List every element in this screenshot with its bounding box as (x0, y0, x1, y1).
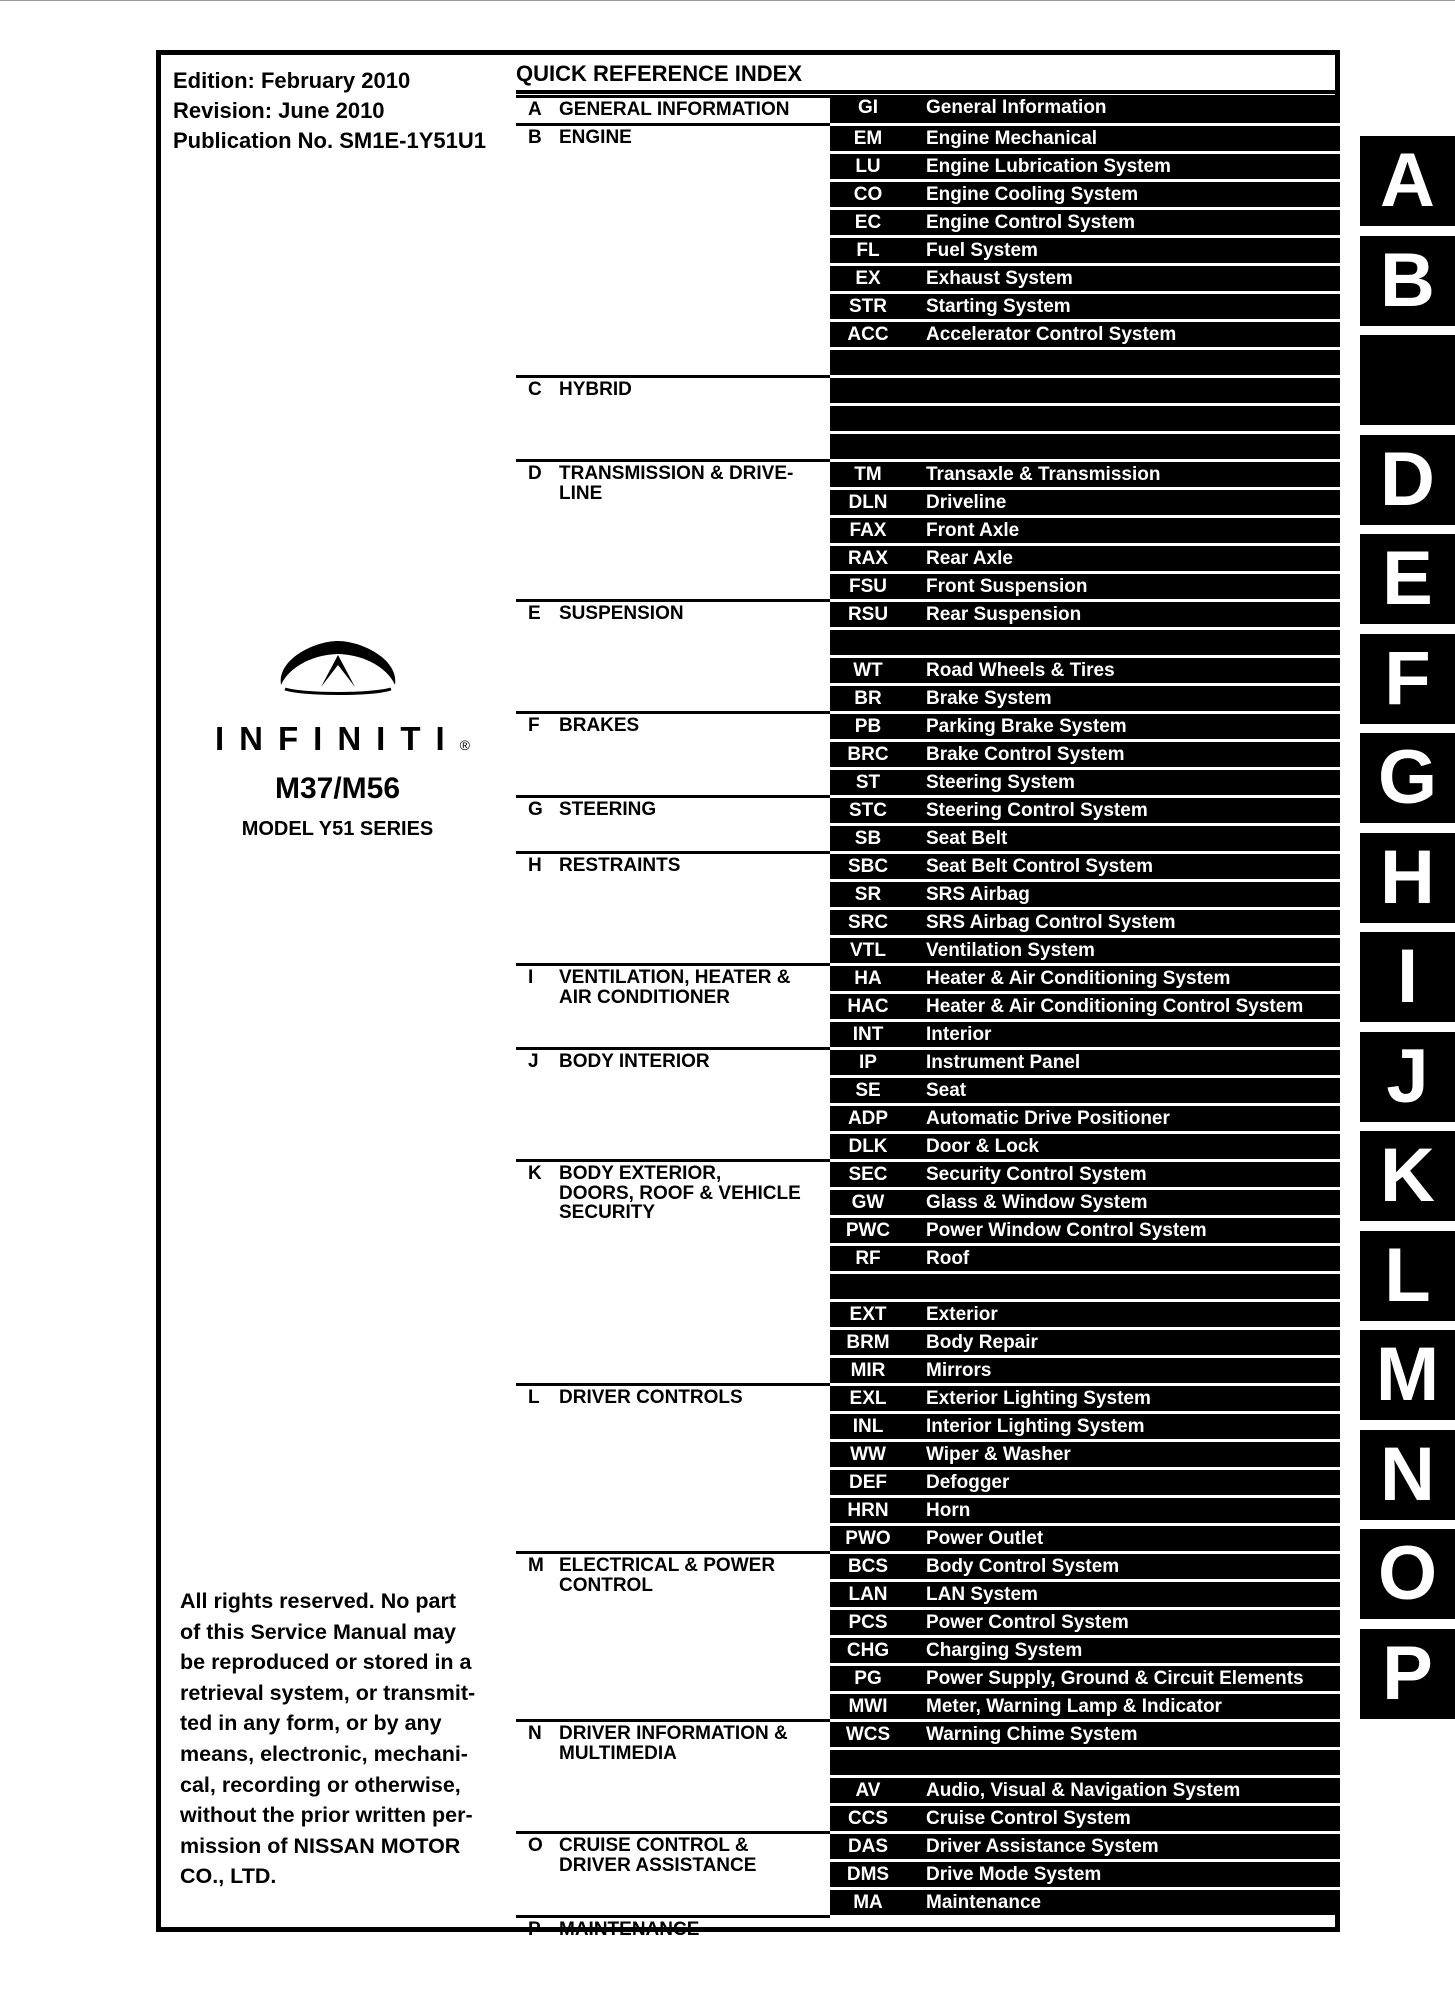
section-group-f (516, 711, 830, 795)
entry-code: DLN (848, 492, 888, 513)
section-group-column (516, 95, 830, 1943)
section-entry-blank (830, 431, 1340, 459)
section-group-k (516, 1159, 830, 1383)
section-entry-def[interactable] (830, 1467, 1340, 1495)
section-entry-blank (830, 403, 1340, 431)
entry-title: Rear Suspension (926, 604, 1082, 625)
copyright-notice (180, 1586, 500, 1892)
entry-code: BR (854, 688, 882, 709)
group-letter: O (528, 1835, 543, 1856)
tab-p[interactable]: P (1360, 1629, 1455, 1719)
entry-title: Front Axle (926, 520, 1020, 541)
entry-code: RSU (847, 604, 889, 625)
entry-code: PB (854, 716, 882, 737)
publication-number: Publication No. SM1E-1Y51U1 (173, 128, 486, 153)
group-name: SUSPENSION (559, 603, 684, 624)
group-name: TRANSMISSION & DRIVE- LINE (559, 463, 794, 504)
group-name: DRIVER CONTROLS (559, 1387, 743, 1408)
entry-code: WW (850, 1444, 886, 1465)
registered-mark: ® (459, 737, 470, 753)
section-group-l (516, 1383, 830, 1551)
section-group-n (516, 1719, 830, 1831)
section-entry-wcs[interactable] (830, 1719, 1340, 1747)
entry-title: Maintenance (926, 1892, 1042, 1913)
entry-code: HA (854, 968, 882, 989)
publication-info (173, 66, 513, 156)
section-entry-blank (830, 627, 1340, 655)
entry-title: Audio, Visual & Navigation System (926, 1780, 1241, 1801)
section-group-d (516, 459, 830, 599)
section-entry-blank (830, 1271, 1340, 1299)
tab-g[interactable]: G (1360, 733, 1455, 823)
group-letter: E (528, 603, 541, 624)
entry-code: IP (859, 1052, 877, 1073)
entry-code: DEF (849, 1472, 887, 1493)
group-name: GENERAL INFORMATION (559, 99, 790, 120)
entry-title: Power Window Control System (926, 1220, 1207, 1241)
section-group-b (516, 123, 830, 375)
tab-a[interactable]: A (1360, 136, 1455, 226)
entry-title: Exterior (926, 1304, 998, 1325)
section-entry-das[interactable] (830, 1831, 1340, 1859)
brand-name: INFINITI® (215, 720, 470, 757)
section-entry-sr[interactable] (830, 879, 1340, 907)
section-entry-bcs[interactable] (830, 1551, 1340, 1579)
entry-code: SR (854, 884, 882, 905)
entry-title: Engine Mechanical (926, 128, 1098, 149)
section-entry-rsu[interactable] (830, 599, 1340, 627)
entry-title: Seat Belt Control System (926, 856, 1153, 877)
entry-code: HRN (847, 1500, 889, 1521)
tab-l[interactable]: L (1360, 1231, 1455, 1321)
group-letter: I (528, 967, 534, 988)
group-name: HYBRID (559, 379, 632, 400)
section-entry-co[interactable] (830, 179, 1340, 207)
section-group-j (516, 1047, 830, 1159)
entry-code: STC (849, 800, 887, 821)
group-name: MAINTENANCE (559, 1919, 700, 1940)
brand-block (180, 635, 495, 843)
entry-code: EM (853, 128, 883, 149)
entry-title: Horn (926, 1500, 971, 1521)
tab-k[interactable]: K (1360, 1131, 1455, 1221)
entry-title: Door & Lock (926, 1136, 1039, 1157)
tab-e[interactable]: E (1360, 534, 1455, 624)
section-entry-mir[interactable] (830, 1355, 1340, 1383)
entry-title: Meter, Warning Lamp & Indicator (926, 1696, 1222, 1717)
section-group-a (516, 95, 830, 123)
section-entry-column (830, 95, 1340, 1915)
copyright-line: All rights reserved. No part (180, 1589, 456, 1613)
group-letter: L (528, 1387, 540, 1408)
entry-title: Body Repair (926, 1332, 1038, 1353)
group-letter: J (528, 1051, 539, 1072)
top-rule (0, 0, 1455, 1)
infiniti-emblem-icon (275, 635, 401, 699)
group-name: STEERING (559, 799, 657, 820)
tab-h[interactable]: H (1360, 833, 1455, 923)
entry-code: AV (855, 1780, 881, 1801)
revision-text: Revision: June 2010 (173, 98, 385, 123)
entry-code: EXT (849, 1304, 887, 1325)
quick-reference-header (516, 58, 1336, 94)
entry-code: BCS (847, 1556, 889, 1577)
section-entry-chg[interactable] (830, 1635, 1340, 1663)
tab-d[interactable]: D (1360, 435, 1455, 525)
group-name: BODY INTERIOR (559, 1051, 710, 1072)
entry-code: CHG (846, 1640, 890, 1661)
thumb-index-tabs (1360, 136, 1455, 1728)
tab-n[interactable]: N (1360, 1430, 1455, 1520)
section-entry-pcs[interactable] (830, 1607, 1340, 1635)
tab-j[interactable]: J (1360, 1032, 1455, 1122)
entry-code: SEC (848, 1164, 888, 1185)
entry-title: Accelerator Control System (926, 324, 1177, 345)
entry-title: Instrument Panel (926, 1052, 1081, 1073)
section-group-c (516, 375, 830, 459)
section-group-h (516, 851, 830, 963)
section-entry-dms[interactable] (830, 1859, 1340, 1887)
section-entry-pwo[interactable] (830, 1523, 1340, 1551)
entry-title: Starting System (926, 296, 1071, 317)
entry-title: Cruise Control System (926, 1808, 1131, 1829)
entry-title: Engine Cooling System (926, 184, 1139, 205)
section-entry-exl[interactable] (830, 1383, 1340, 1411)
group-letter: F (528, 715, 540, 736)
section-entry-ha[interactable] (830, 963, 1340, 991)
entry-title: Interior Lighting System (926, 1416, 1145, 1437)
entry-code: LU (855, 156, 881, 177)
copyright-line: CO., LTD. (180, 1864, 277, 1889)
entry-title: Engine Lubrication System (926, 156, 1171, 177)
entry-title: Drive Mode System (926, 1864, 1102, 1885)
group-name: ELECTRICAL & POWER CONTROL (559, 1555, 776, 1596)
group-name: BRAKES (559, 715, 640, 736)
entry-title: Seat Belt (926, 828, 1008, 849)
entry-code: DLK (848, 1136, 888, 1157)
section-entry-brc[interactable] (830, 739, 1340, 767)
section-entry-tm[interactable] (830, 459, 1340, 487)
entry-code: INL (852, 1416, 884, 1437)
entry-title: Power Control System (926, 1612, 1129, 1633)
entry-code: GW (851, 1192, 885, 1213)
entry-title: Front Suspension (926, 576, 1088, 597)
entry-title: Roof (926, 1248, 970, 1269)
entry-title: Driver Assistance System (926, 1836, 1159, 1857)
section-group-p (516, 1915, 830, 1943)
entry-code: PWO (845, 1528, 891, 1549)
section-entry-fl[interactable] (830, 235, 1340, 263)
entry-code: ADP (847, 1108, 889, 1129)
section-group-e (516, 599, 830, 711)
entry-code: TM (854, 464, 882, 485)
section-entry-src[interactable] (830, 907, 1340, 935)
entry-code: EX (855, 268, 881, 289)
section-entry-str[interactable] (830, 291, 1340, 319)
copyright-line: mission of NISSAN MOTOR (180, 1833, 461, 1858)
entry-title: LAN System (926, 1584, 1038, 1605)
section-entry-mwi[interactable] (830, 1691, 1340, 1719)
model-name: M37/M56 (274, 772, 401, 805)
group-letter: A (528, 99, 542, 120)
section-entry-hac[interactable] (830, 991, 1340, 1019)
section-entry-pb[interactable] (830, 711, 1340, 739)
section-entry-sec[interactable] (830, 1159, 1340, 1187)
entry-title: Security Control System (926, 1164, 1147, 1185)
entry-code: SE (855, 1080, 881, 1101)
entry-title: Automatic Drive Positioner (926, 1108, 1170, 1129)
entry-title: Defogger (926, 1472, 1010, 1493)
entry-code: ST (855, 772, 881, 793)
section-entry-fax[interactable] (830, 515, 1340, 543)
entry-code: DAS (847, 1836, 889, 1857)
section-entry-lan[interactable] (830, 1579, 1340, 1607)
entry-title: General Information (926, 97, 1107, 118)
entry-title: Steering System (926, 772, 1075, 793)
tab-i[interactable]: I (1360, 932, 1455, 1022)
section-entry-se[interactable] (830, 1075, 1340, 1103)
section-entry-gw[interactable] (830, 1187, 1340, 1215)
section-entry-sb[interactable] (830, 823, 1340, 851)
section-entry-ww[interactable] (830, 1439, 1340, 1467)
section-group-o (516, 1831, 830, 1915)
entry-code: FL (856, 240, 880, 261)
section-entry-blank (830, 347, 1340, 375)
entry-title: Mirrors (926, 1360, 992, 1381)
section-entry-blank (830, 375, 1340, 403)
entry-code: RAX (847, 548, 889, 569)
entry-code: SB (854, 828, 882, 849)
entry-code: MA (853, 1892, 883, 1913)
entry-title: Ventilation System (926, 940, 1095, 961)
group-name: VENTILATION, HEATER & AIR CONDITIONER (559, 967, 791, 1008)
group-name: ENGINE (559, 127, 632, 148)
entry-title: Road Wheels & Tires (926, 660, 1115, 681)
section-entry-inl[interactable] (830, 1411, 1340, 1439)
entry-title: Steering Control System (926, 800, 1148, 821)
entry-title: Fuel System (926, 240, 1038, 261)
copyright-line: be reproduced or stored in a (180, 1650, 472, 1675)
section-entry-wt[interactable] (830, 655, 1340, 683)
group-letter: N (528, 1723, 542, 1744)
section-group-g (516, 795, 830, 851)
entry-title: Warning Chime System (926, 1724, 1138, 1745)
section-entry-pwc[interactable] (830, 1215, 1340, 1243)
section-entry-lu[interactable] (830, 151, 1340, 179)
group-letter: H (528, 855, 542, 876)
group-letter: K (528, 1163, 542, 1184)
group-letter: M (528, 1555, 544, 1576)
entry-title: Heater & Air Conditioning Control System (926, 996, 1304, 1017)
section-entry-rax[interactable] (830, 543, 1340, 571)
section-entry-ma[interactable] (830, 1887, 1340, 1915)
entry-code: EC (854, 212, 882, 233)
entry-title: Brake Control System (926, 744, 1125, 765)
entry-code: SBC (847, 856, 889, 877)
entry-code: CCS (847, 1808, 889, 1829)
section-group-m (516, 1551, 830, 1719)
tab-m[interactable]: M (1360, 1330, 1455, 1420)
tab-blank[interactable] (1360, 335, 1455, 425)
tab-o[interactable]: O (1360, 1529, 1455, 1619)
entry-code: SRC (847, 912, 889, 933)
entry-title: Wiper & Washer (926, 1444, 1071, 1465)
copyright-line: means, electronic, mechani- (180, 1741, 468, 1766)
entry-code: DMS (846, 1864, 890, 1885)
entry-code: WT (853, 660, 883, 681)
entry-title: Rear Axle (926, 548, 1013, 569)
section-entry-br[interactable] (830, 683, 1340, 711)
copyright-line: ted in any form, or by any (180, 1711, 442, 1736)
section-group-i (516, 963, 830, 1047)
copyright-line: cal, recording or otherwise, (180, 1772, 461, 1797)
entry-title: Transaxle & Transmission (926, 464, 1161, 485)
entry-title: SRS Airbag Control System (926, 912, 1176, 933)
group-letter: G (528, 799, 543, 820)
entry-code: INT (852, 1024, 884, 1045)
entry-title: Driveline (926, 492, 1007, 513)
entry-code: GI (857, 97, 879, 118)
entry-title: Body Control System (926, 1556, 1120, 1577)
entry-title: Heater & Air Conditioning System (926, 968, 1231, 989)
entry-title: Interior (926, 1024, 992, 1045)
entry-code: HAC (847, 996, 889, 1017)
edition-text: Edition: February 2010 (173, 68, 411, 93)
entry-code: FSU (849, 576, 887, 597)
entry-title: Seat (926, 1080, 967, 1101)
section-entry-st[interactable] (830, 767, 1340, 795)
tab-b[interactable]: B (1360, 236, 1455, 326)
section-entry-sbc[interactable] (830, 851, 1340, 879)
section-entry-pg[interactable] (830, 1663, 1340, 1691)
group-letter: D (528, 463, 542, 484)
entry-code: FAX (849, 520, 887, 541)
section-entry-int[interactable] (830, 1019, 1340, 1047)
group-letter: P (528, 1919, 541, 1940)
section-entry-acc[interactable] (830, 319, 1340, 347)
section-entry-ext[interactable] (830, 1299, 1340, 1327)
entry-code: CO (853, 184, 883, 205)
model-series: MODEL Y51 SERIES (241, 818, 434, 840)
entry-code: MWI (848, 1696, 888, 1717)
entry-title: Exterior Lighting System (926, 1388, 1151, 1409)
section-entry-vtl[interactable] (830, 935, 1340, 963)
group-letter: B (528, 127, 542, 148)
entry-code: PWC (845, 1220, 891, 1241)
entry-code: PCS (848, 1612, 888, 1633)
entry-title: Brake System (926, 688, 1052, 709)
group-name: BODY EXTERIOR, DOORS, ROOF & VEHICLE SECURITY (559, 1163, 801, 1223)
entry-code: ACC (847, 324, 889, 345)
section-entry-av[interactable] (830, 1775, 1340, 1803)
entry-code: LAN (848, 1584, 888, 1605)
tab-f[interactable]: F (1360, 634, 1455, 724)
section-entry-brm[interactable] (830, 1327, 1340, 1355)
section-entry-dlk[interactable] (830, 1131, 1340, 1159)
section-entry-blank (830, 1747, 1340, 1775)
entry-title: Glass & Window System (926, 1192, 1148, 1213)
group-name: CRUISE CONTROL & DRIVER ASSISTANCE (559, 1835, 757, 1876)
entry-title: Parking Brake System (926, 716, 1127, 737)
entry-code: BRC (847, 744, 889, 765)
group-name: RESTRAINTS (559, 855, 681, 876)
entry-code: EXL (849, 1388, 887, 1409)
section-entry-ip[interactable] (830, 1047, 1340, 1075)
entry-title: Charging System (926, 1640, 1083, 1661)
entry-title: Exhaust System (926, 268, 1073, 289)
entry-code: RF (855, 1248, 881, 1269)
quick-reference-title: QUICK REFERENCE INDEX (516, 61, 803, 86)
copyright-line: retrieval system, or transmit- (180, 1680, 476, 1705)
section-entry-ec[interactable] (830, 207, 1340, 235)
section-entry-ccs[interactable] (830, 1803, 1340, 1831)
entry-code: VTL (850, 940, 886, 961)
section-entry-hrn[interactable] (830, 1495, 1340, 1523)
copyright-line: without the prior written per- (180, 1803, 473, 1828)
copyright-line: of this Service Manual may (180, 1619, 457, 1644)
section-entry-adp[interactable] (830, 1103, 1340, 1131)
section-entry-stc[interactable] (830, 795, 1340, 823)
section-entry-ex[interactable] (830, 263, 1340, 291)
section-entry-rf[interactable] (830, 1243, 1340, 1271)
section-entry-fsu[interactable] (830, 571, 1340, 599)
entry-title: Engine Control System (926, 212, 1136, 233)
entry-title: SRS Airbag (926, 884, 1030, 905)
entry-code: PG (854, 1668, 882, 1689)
entry-title: Power Outlet (926, 1528, 1044, 1549)
section-entry-gi[interactable] (830, 95, 1340, 123)
entry-code: WCS (845, 1724, 891, 1745)
entry-code: BRM (846, 1332, 890, 1353)
section-entry-em[interactable] (830, 123, 1340, 151)
group-letter: C (528, 379, 542, 400)
entry-code: STR (849, 296, 887, 317)
entry-code: MIR (850, 1360, 886, 1381)
entry-title: Power Supply, Ground & Circuit Elements (926, 1668, 1304, 1689)
section-entry-dln[interactable] (830, 487, 1340, 515)
group-name: DRIVER INFORMATION & MULTIMEDIA (559, 1723, 788, 1764)
